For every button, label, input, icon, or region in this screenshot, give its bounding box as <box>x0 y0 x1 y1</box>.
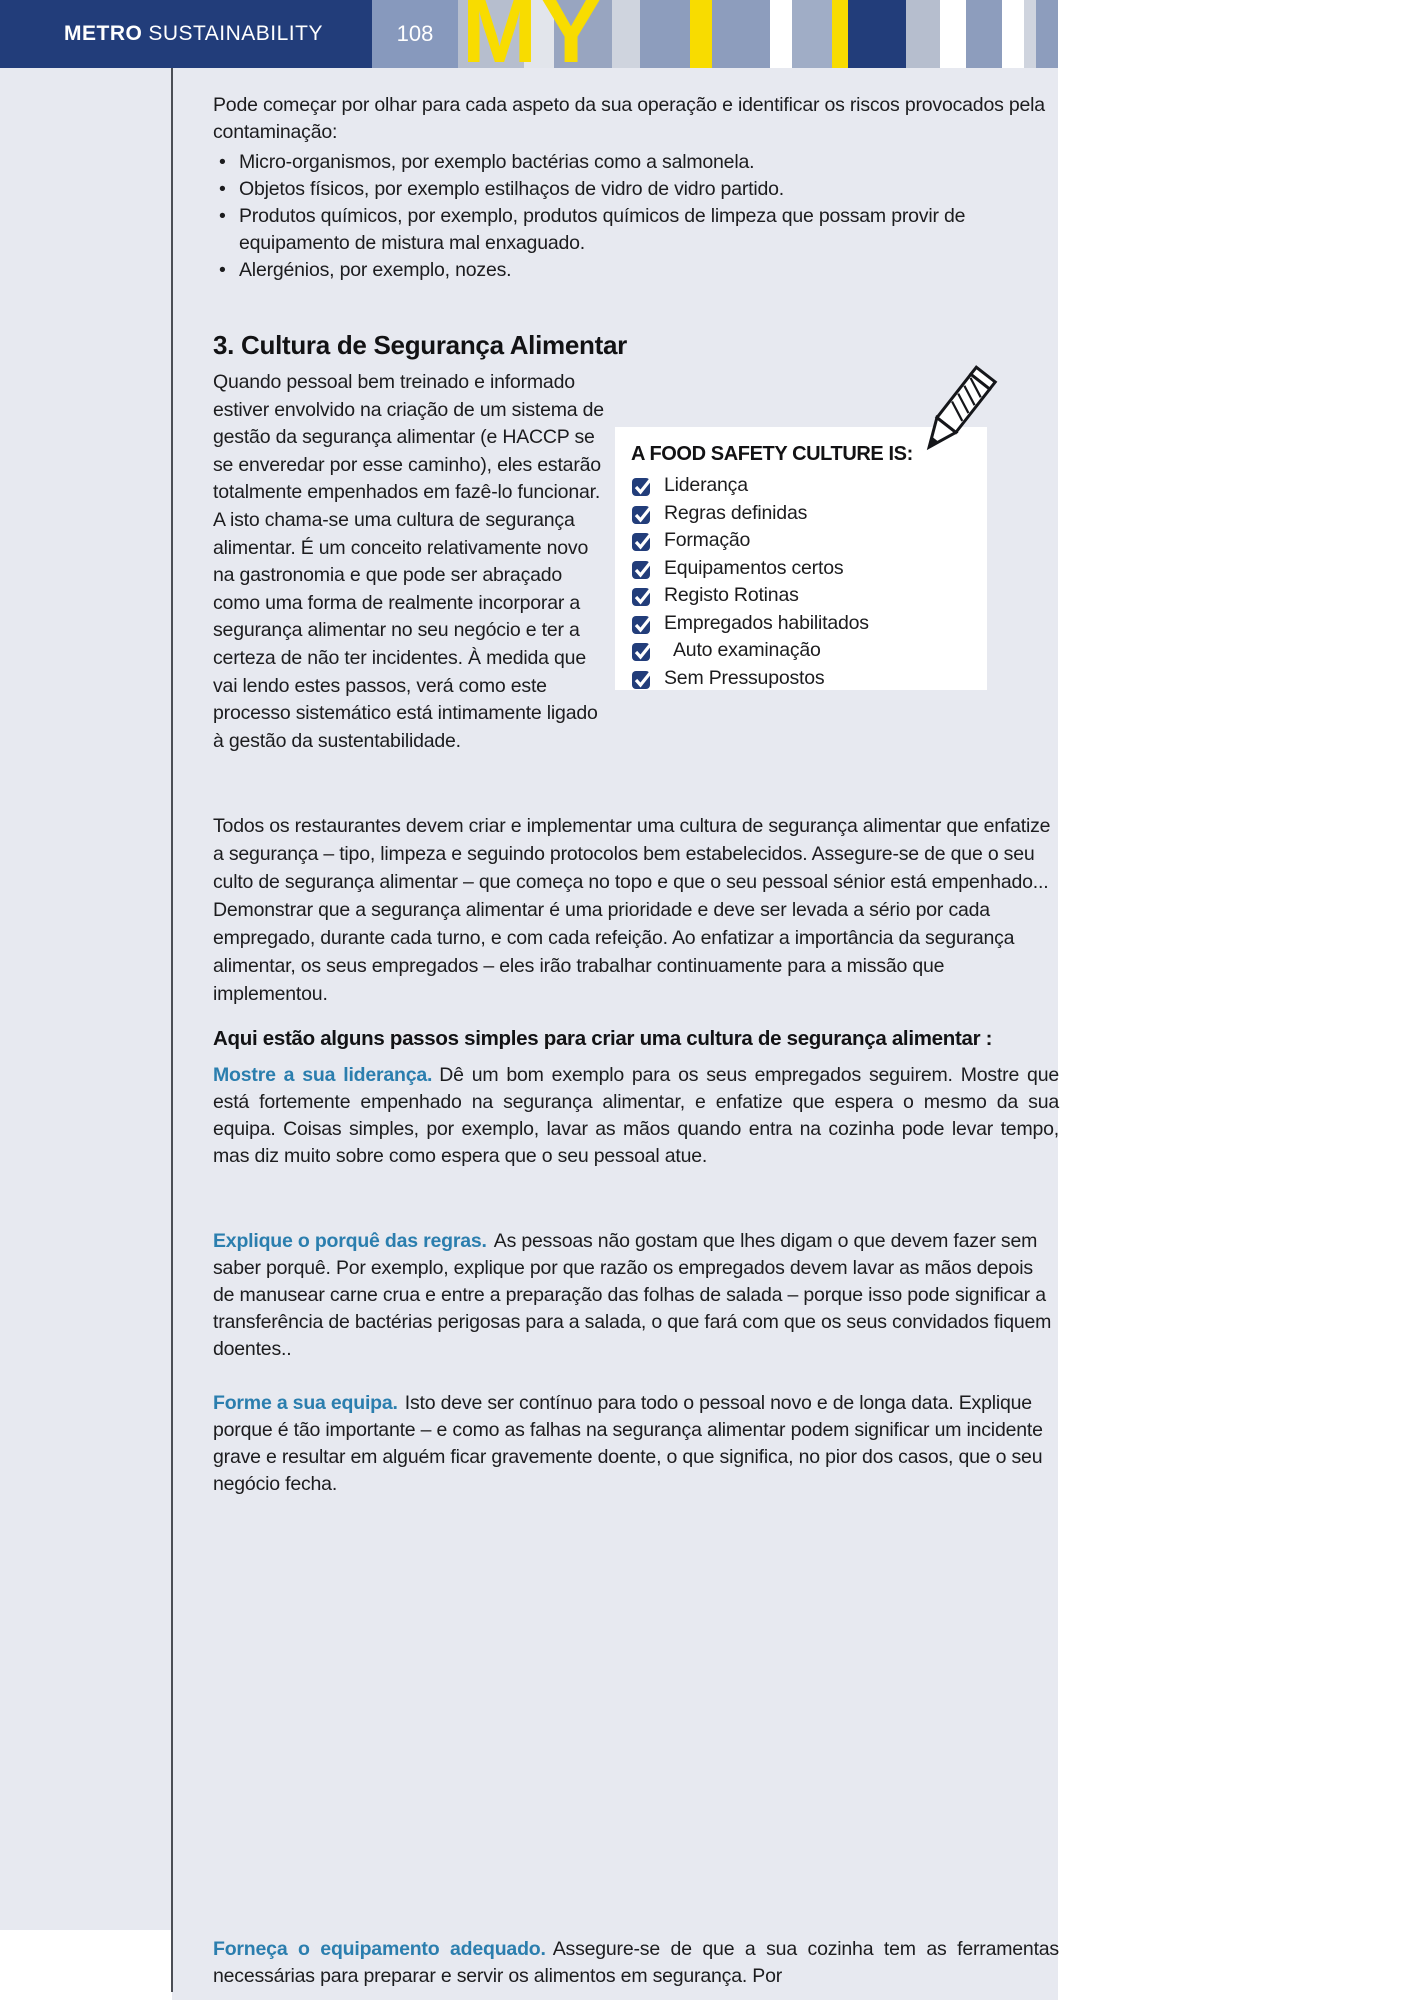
step-lead: Forme a sua equipa. <box>213 1392 398 1414</box>
checklist-item <box>631 665 973 693</box>
list-item: • Produtos químicos, por exemplo, produtos químicos de limpeza que possam provir de equipamento de mistura mal enxaguado. <box>213 203 1059 257</box>
section-body: Quando pessoal bem treinado e informado estiver envolvido na criação de um sistema de gestão da segurança alimentar (e HACCP se se enveredar por esse caminho), eles estarão totalmente empenhados em fazê-lo funcionar. A isto chama-se uma cultura de segurança alimentar. É um conceito relativamente novo na gastronomia e que pode ser abraçado como uma forma de realmente incorporar a segurança alimentar no seu negócio e ter a certeza de não ter incidentes. À medida que vai lendo estes passos, verá como este processo sistemático está intimamente ligado à gestão da sustentabilidade. <box>213 371 604 752</box>
section-title: 3. Cultura de Segurança Alimentar <box>213 330 627 360</box>
checklist-label: Regras definidas <box>664 501 808 524</box>
step-paragraph <box>213 1062 1059 1170</box>
header-stripe <box>1024 0 1036 68</box>
list-item: • Objetos físicos, por exemplo estilhaços de vidro de vidro partido. <box>213 176 1059 203</box>
checklist-item <box>631 472 973 500</box>
checkbox-icon <box>631 584 655 607</box>
checklist-item <box>631 610 973 638</box>
step-lead: Forneça o equipamento adequado. <box>213 1938 546 1960</box>
checklist-label: Formação <box>664 529 751 552</box>
page-header <box>0 0 1414 68</box>
checkbox-icon <box>631 529 655 552</box>
checkbox-icon <box>631 639 655 662</box>
step-text: Dê um bom exemplo para os seus empregados seguirem. Mostre que está fortemente empenhado na segurança alimentar, e enfatize que espera o mesmo da sua equipa. Coisas simples, por exemplo, lavar as mãos quando entra na cozinha pode levar tempo, mas diz muito sobre como espera que o seu pessoal atue. <box>213 1064 1059 1167</box>
step-text: As pessoas não gostam que lhes digam o que devem fazer sem saber porquê. Por exemplo, explique por que razão os empregados devem lavar as mãos depois de manusear carne crua e entre a preparação das folhas de salada – porque isso pode significar a transferência de bactérias perigosas para a salada, o que fará com que os seus convidados fiquem doentes.. <box>213 1230 1052 1360</box>
checklist-label: Equipamentos certos <box>664 556 844 579</box>
header-stripe <box>640 0 690 68</box>
header-stripe <box>966 0 1002 68</box>
intro-paragraph: Pode começar por olhar para cada aspeto da sua operação e identificar os riscos provocados pela contaminação: <box>213 94 1045 143</box>
checklist-item <box>631 582 973 610</box>
risk-bullet-list <box>213 149 1059 284</box>
checklist-label: Sem Pressupostos <box>664 666 825 689</box>
checkbox-icon <box>631 502 655 525</box>
step-paragraph <box>213 1390 1059 1498</box>
header-stripe <box>848 0 906 68</box>
checkbox-icon <box>631 474 655 497</box>
header-stripe <box>1036 0 1058 68</box>
step-lead: Explique o porquê das regras. <box>213 1230 487 1252</box>
checklist-label: Empregados habilitados <box>664 611 869 634</box>
checklist-label: Auto examinação <box>673 639 821 662</box>
list-item: • Micro-organismos, por exemplo bactérias como a salmonela. <box>213 149 1059 176</box>
step-lead: Mostre a sua liderança. <box>213 1064 433 1086</box>
checklist-label: Registo Rotinas <box>664 584 799 607</box>
list-item: • Alergénios, por exemplo, nozes. <box>213 257 1059 284</box>
header-stripe <box>792 0 832 68</box>
margin-rule <box>171 68 173 1992</box>
header-stripe <box>832 0 848 68</box>
brand <box>64 0 323 68</box>
header-stripe <box>612 0 640 68</box>
checklist-item <box>631 500 973 528</box>
my-brand-letters: MY <box>462 0 605 68</box>
checklist-item <box>631 555 973 583</box>
checklist-item <box>631 527 973 555</box>
header-stripe <box>906 0 940 68</box>
step-paragraph <box>213 1936 1059 1990</box>
pencil-icon <box>903 356 1007 472</box>
header-stripe <box>690 0 712 68</box>
header-stripe <box>770 0 792 68</box>
body-paragraph: Todos os restaurantes devem criar e implementar uma cultura de segurança alimentar que enfatize a segurança – tipo, limpeza e seguindo protocolos bem estabelecidos. Assegure-se de que o seu culto de segurança alimentar – que começa no topo e que o seu pessoal sénior está empenhado... Demonstrar que a segurança alimentar é uma prioridade e deve ser levada a sério por cada empregado, durante cada turno, e com cada refeição. Ao enfatizar a importância da segurança alimentar, os seus empregados – eles irão trabalhar continuamente para a missão que implementou. <box>213 815 1051 1005</box>
step-text: Isto deve ser contínuo para todo o pessoal novo e de longa data. Explique porque é tão importante – e como as falhas na segurança alimentar podem significar um incidente grave e resultar em alguém ficar gravemente doente, o que significa, no pior dos casos, que o seu negócio fecha. <box>213 1392 1043 1495</box>
steps-heading: Aqui estão alguns passos simples para criar uma cultura de segurança alimentar : <box>213 1027 993 1050</box>
checklist-item <box>631 637 973 665</box>
checkbox-icon <box>631 612 655 635</box>
step-text: Assegure-se de que a sua cozinha tem as ferramentas necessárias para preparar e servir os alimentos em segurança. Por <box>213 1938 1059 1987</box>
checkbox-icon <box>631 667 655 690</box>
header-stripe <box>712 0 770 68</box>
brand-metro: METRO <box>64 22 143 45</box>
step-paragraph <box>213 1228 1059 1363</box>
checklist-label: Liderança <box>664 474 748 497</box>
brand-sustainability: SUSTAINABILITY <box>148 22 323 45</box>
box-title: A FOOD SAFETY CULTURE IS: <box>631 443 913 465</box>
page-number: 108 <box>372 0 458 68</box>
checkbox-icon <box>631 557 655 580</box>
